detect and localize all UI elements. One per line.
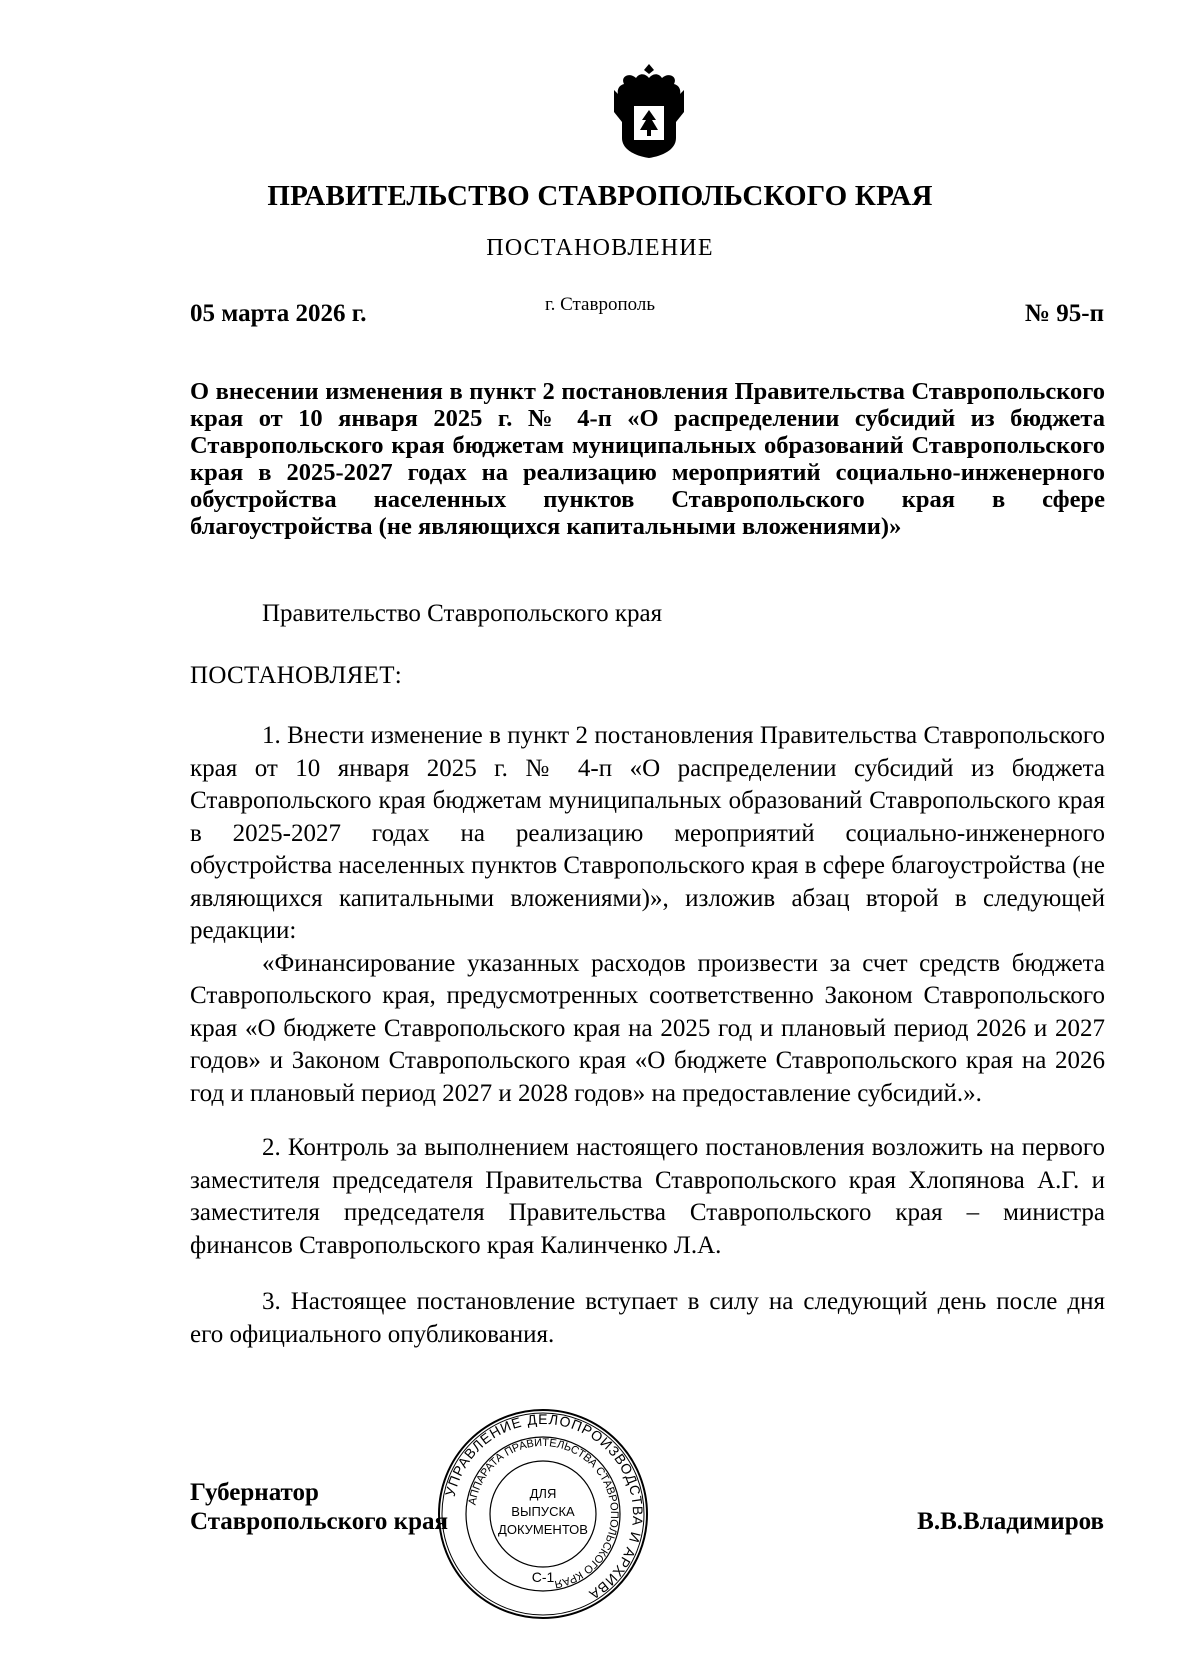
document-type: ПОСТАНОВЛЕНИЕ — [486, 235, 714, 261]
coat-of-arms-icon — [612, 62, 686, 160]
signature-name: В.В.Владимиров — [917, 1508, 1104, 1535]
signature-position — [190, 1478, 448, 1536]
document-subject: О внесении изменения в пункт 2 постановления Правительства Ставропольского края от 10 января 2025 г. № 4-п «О распределении субсидий из бюджета Ставропольского края бюджетам муниципальных образований Ставропольского края в 2025-2027 годах на реализацию мероприятий социально-инженерного обустройства населенных пунктов Ставропольского края в сфере благоустройства (не являющихся капитальными вложениями)» — [190, 378, 1105, 540]
preamble-government: Правительство Ставропольского края — [262, 600, 663, 627]
official-stamp — [435, 1406, 651, 1622]
stamp-outer-ring-text: УПРАВЛЕНИЕ ДЕЛОПРОИЗВОДСТВА И АРХИВА — [441, 1410, 647, 1604]
signature-position-line1: Губернатор — [190, 1479, 319, 1506]
stamp-center-line3: ДОКУМЕНТОВ — [498, 1522, 588, 1537]
body-paragraph-3: 3. Настоящее постановление вступает в силу на следующий день после дня его официального опубликования. — [190, 1288, 1105, 1348]
body-paragraph-1: 1. Внести изменение в пункт 2 постановления Правительства Ставропольского края от 10 января 2025 г. № 4-п «О распределении субсидий из бюджета Ставропольского края бюджетам муниципальных образований Ставропольского края в 2025-2027 годах на реализацию мероприятий социально-инженерного обустройства населенных пунктов Ставропольского края в сфере благоустройства (не являющихся капитальными вложениями)», изложив абзац второй в следующей редакции: — [190, 722, 1105, 944]
stamp-center-line1: ДЛЯ — [529, 1486, 557, 1501]
document-number: № 95-п — [1024, 300, 1104, 327]
body-paragraph-1-quote: «Финансирование указанных расходов произвести за счет средств бюджета Ставропольского края, предусмотренных соответственно Законом Ставропольского края «О бюджете Ставропольского края на 2025 год и плановый период 2026 и 2027 годов» и Законом Ставропольского края «О бюджете Ставропольского края на 2026 год и плановый период 2027 и 2028 годов» на предоставление субсидий.». — [190, 949, 1105, 1107]
document-date: 05 марта 2026 г. — [190, 300, 367, 327]
stamp-inner-ring-text: АППАРАТА ПРАВИТЕЛЬСТВА СТАВРОПОЛЬСКОГО КРАЯ — [466, 1436, 621, 1590]
organization-title: ПРАВИТЕЛЬСТВО СТАВРОПОЛЬСКОГО КРАЯ — [267, 180, 933, 212]
preamble-resolves: ПОСТАНОВЛЯЕТ: — [190, 662, 403, 689]
document-city: г. Ставрополь — [544, 294, 656, 315]
body-paragraph-2: 2. Контроль за выполнением настоящего постановления возложить на первого заместителя председателя Правительства Ставропольского края Хлопянова А.Г. и заместителя председателя Правительства Ставропольского края – министра финансов Ставропольского края Калинченко Л.А. — [190, 1134, 1105, 1259]
stamp-center-line2: ВЫПУСКА — [511, 1504, 575, 1519]
document-body — [190, 720, 1105, 1351]
signature-position-line2: Ставропольского края — [190, 1508, 449, 1535]
stamp-code: С-1 — [531, 1569, 555, 1585]
